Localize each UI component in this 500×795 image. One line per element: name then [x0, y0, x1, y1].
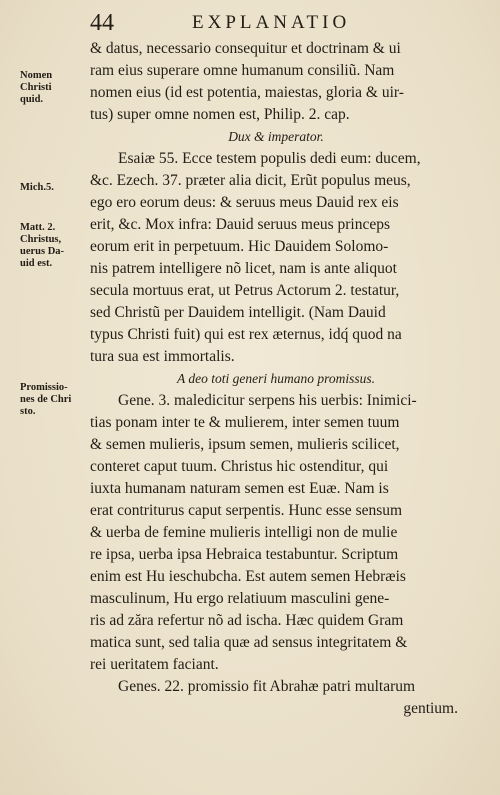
text-line: ris ad zăra refertur nõ ad ischa. Hæc quidem Gram — [90, 612, 404, 629]
text-line: Gene. 3. maledicitur serpens his uerbis: Inimici- — [118, 392, 417, 409]
text-line: & uerba de femine mulieris intelligi non de mulie — [90, 524, 398, 541]
page-header — [0, 8, 500, 38]
text-line: masculinum, Hu ergo relatiuum masculini gene- — [90, 590, 390, 607]
text-line: sed Christũ per Dauidem intelligit. (Nam Dauid — [90, 304, 386, 321]
text-line: typus Christi fuit) qui est rex æternus, idq́ quod na — [90, 326, 402, 343]
text-line: conteret caput tuum. Christus hic ostenditur, qui — [90, 458, 389, 475]
text-line: tura sua est immortalis. — [90, 348, 235, 365]
text-line: iuxta humanam naturam semen est Euæ. Nam is — [90, 480, 389, 497]
body-text — [90, 38, 462, 720]
text-line: ram eius superare omne humanum consiliũ. Nam — [90, 62, 395, 79]
text-line: & semen mulieris, ipsum semen, mulieris scilicet, — [90, 436, 400, 453]
section-heading: Dux & imperator. — [228, 129, 324, 144]
text-line: rei ueritatem faciant. — [90, 656, 219, 673]
text-line: Genes. 22. promissio fit Abrahæ patri multarum — [118, 678, 416, 695]
text-line: eorum erit in perpetuum. Hic Dauidem Solomo- — [90, 238, 389, 255]
text-line: nis patrem intelligere nõ licet, nam is ante aliquot — [90, 260, 397, 277]
text-line: secula mortuus erat, ut Petrus Actorum 2. testatur, — [90, 282, 400, 299]
text-line: &c. Ezech. 37. præter alia dicit, Erũt populus meus, — [90, 172, 411, 189]
text-line: Esaiæ 55. Ecce testem populis dedi eum: ducem, — [118, 150, 421, 167]
section-heading: A deo toti generi humano promissus. — [177, 371, 375, 386]
text-line: erit, &c. Mox infra: Dauid seruus meus princeps — [90, 216, 391, 233]
margin-note: Promissio- nes de Chri sto. — [20, 382, 72, 417]
text-line: ego ero eorum deus: & seruus meus Dauid rex eis — [90, 194, 399, 211]
margin-note: Nomen Christi quid. — [20, 70, 53, 105]
text-line: tias ponam inter te & mulierem, inter semen tuum — [90, 414, 400, 431]
margin-note: Mich.5. — [20, 182, 54, 193]
page-number: 44 — [90, 10, 114, 36]
text-line: re ipsa, uerba ipsa Hebraica testabuntur. Scriptum — [90, 546, 399, 563]
running-title: EXPLANATIO — [192, 12, 351, 33]
text-line: nomen eius (id est potentia, maiestas, gloria & uir- — [90, 84, 404, 101]
text-line: erat contriturus caput serpentis. Hunc esse sensum — [90, 502, 403, 519]
text-line: matica sunt, sed talia quæ ad sensus integritatem & — [90, 634, 408, 651]
margin-note: Matt. 2. Christus, uerus Da- uid est. — [20, 222, 65, 269]
text-line: gentium. — [403, 700, 458, 717]
text-line: & datus, necessario consequitur et doctrinam & ui — [90, 40, 401, 57]
text-line: tus) super omne nomen est, Philip. 2. cap. — [90, 106, 350, 123]
text-line: enim est Hu ieschubcha. Est autem semen Hebræis — [90, 568, 406, 585]
